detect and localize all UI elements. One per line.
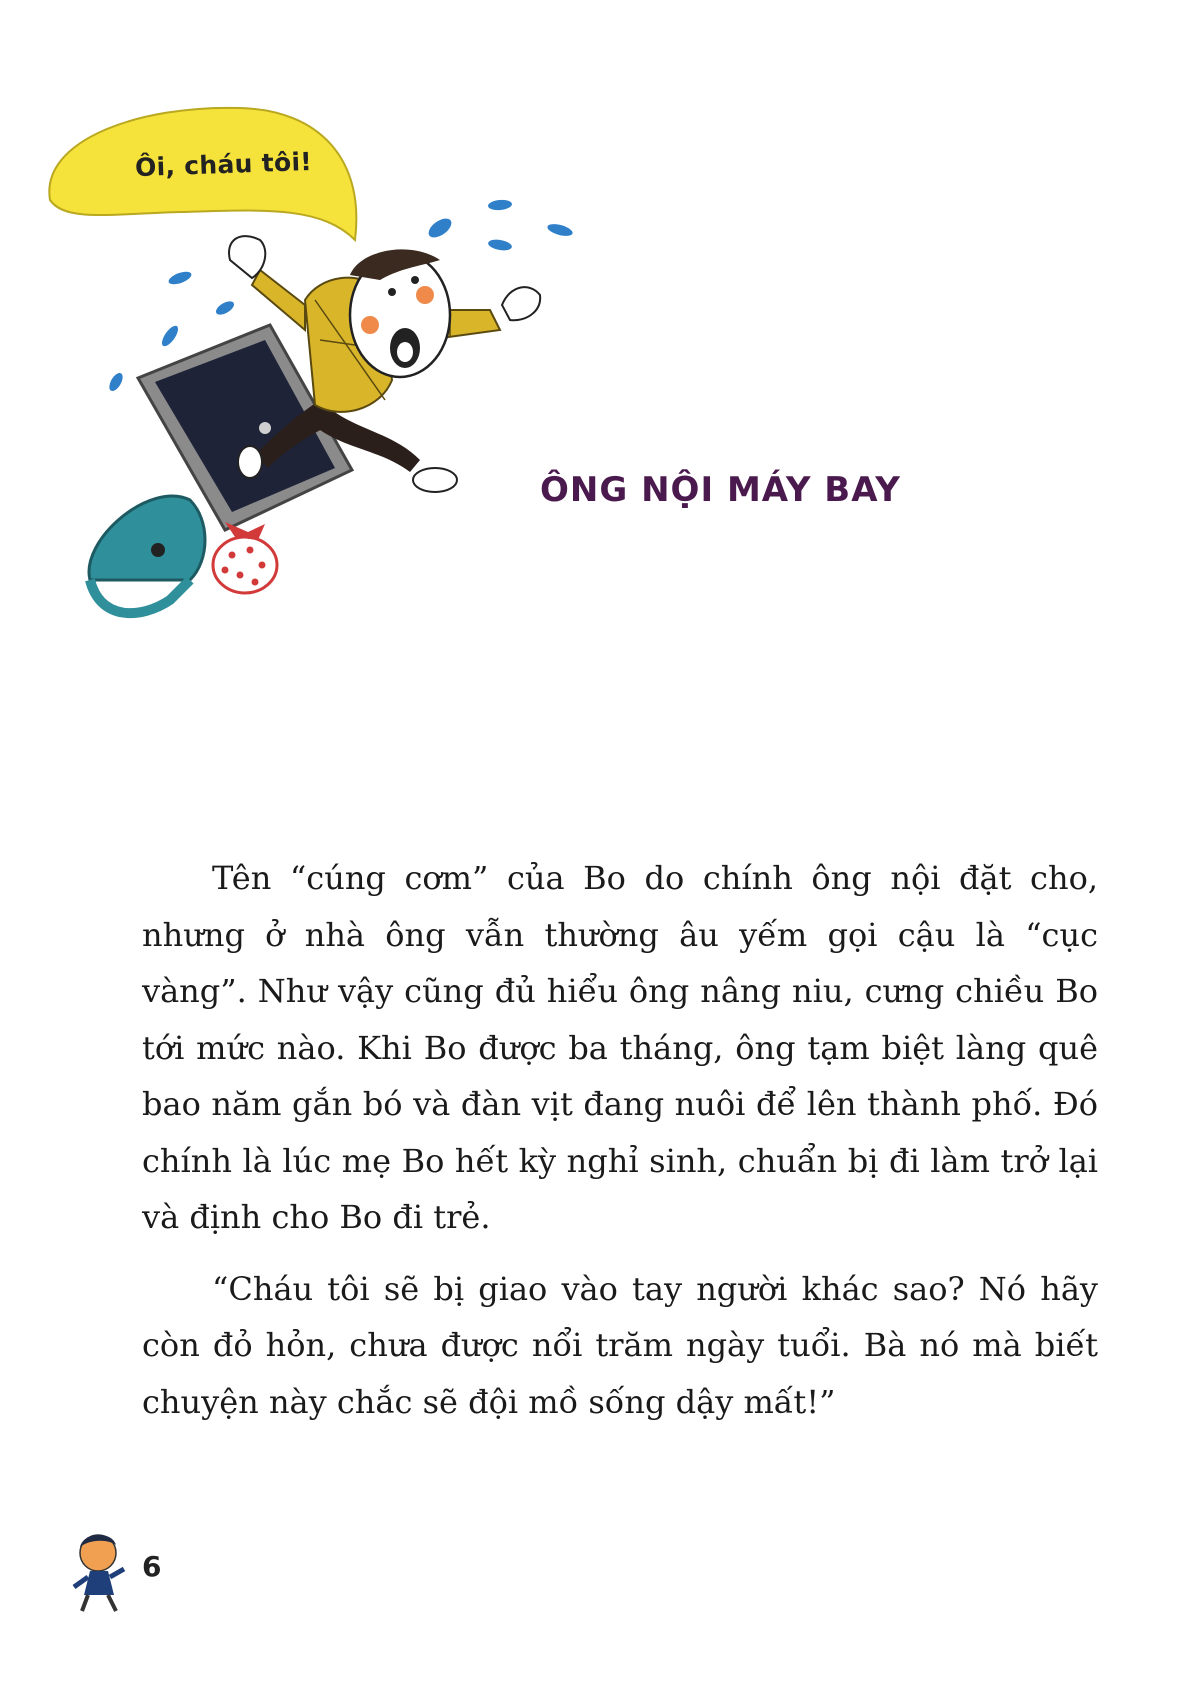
story-body xyxy=(142,850,1098,1445)
page-number: 6 xyxy=(142,1550,162,1583)
chapter-title: ÔNG NỘI MÁY BAY xyxy=(540,470,901,510)
grandfather-running-illustration xyxy=(20,100,660,700)
grandfather-face xyxy=(350,249,450,377)
speech-bubble-text: Ôi, cháu tôi! xyxy=(134,146,313,183)
bundle-icon xyxy=(213,522,277,593)
paragraph-2: “Cháu tôi sẽ bị giao vào tay người khác sao? Nó hãy còn đỏ hỏn, chưa được nổi trăm ngày tuổi. Bà nó mà biết chuyện này chắc sẽ đội mồ sống dậy mất!” xyxy=(142,1269,1098,1421)
boy-character-icon xyxy=(68,1525,140,1615)
bag-icon xyxy=(89,496,205,613)
paragraph-1: Tên “cúng cơm” của Bo do chính ông nội đặt cho, nhưng ở nhà ông vẫn thường âu yếm gọi cậu là “cục vàng”. Như vậy cũng đủ hiểu ông nâng niu, cưng chiều Bo tới mức nào. Khi Bo được ba tháng, ông tạm biệt làng quê bao năm gắn bó và đàn vịt đang nuôi để lên thành phố. Đó chính là lúc mẹ Bo hết kỳ nghỉ sinh, chuẩn bị đi làm trở lại và định cho Bo đi trẻ. xyxy=(142,859,1098,1236)
